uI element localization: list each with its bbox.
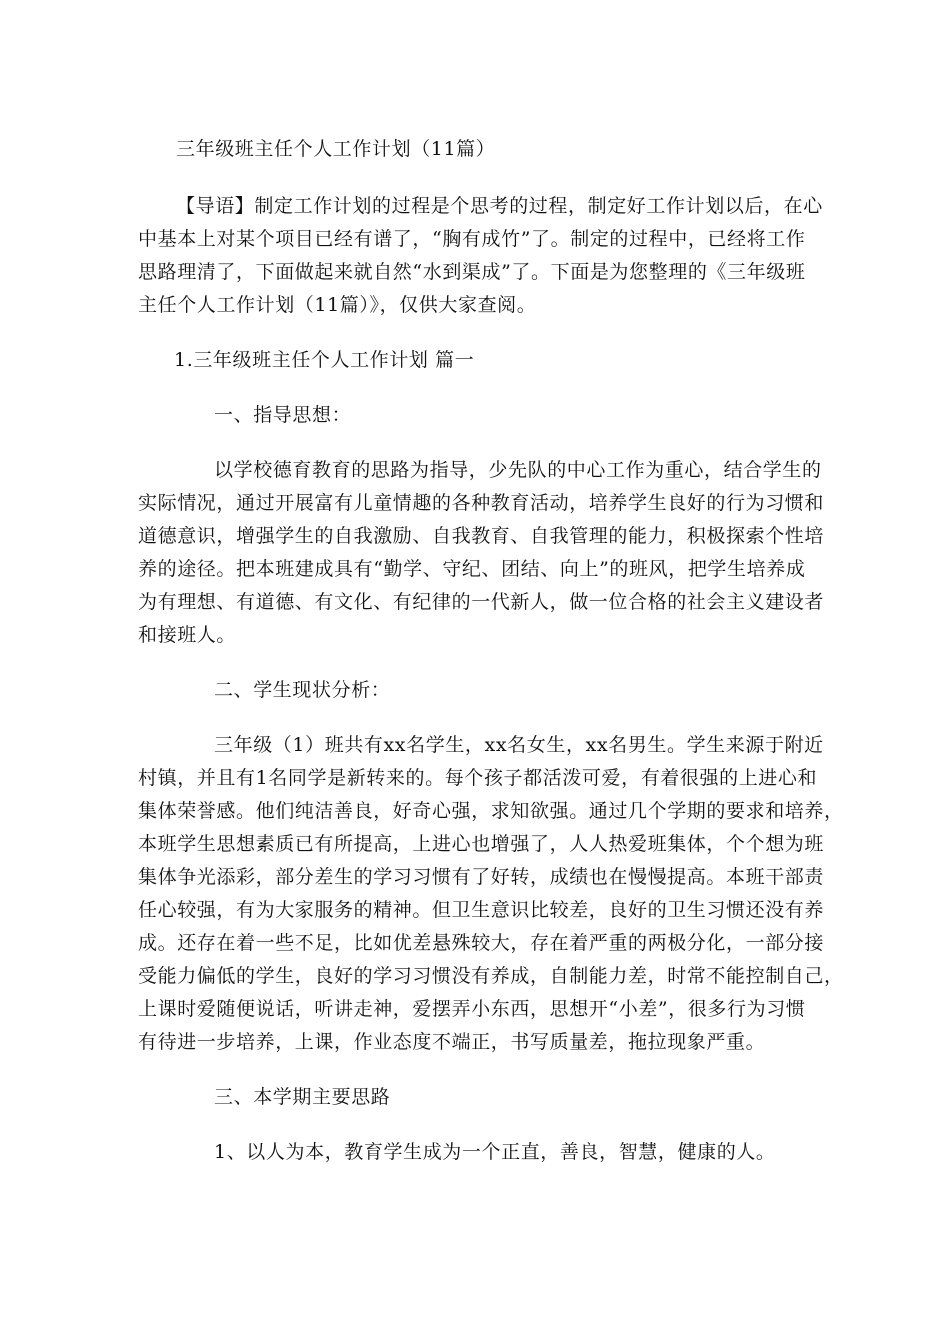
part2-line: 有待进一步培养，上课，作业态度不端正，书写质量差，拖拉现象严重。 <box>138 1031 766 1053</box>
intro-paragraph <box>138 190 823 322</box>
document-title: 三年级班主任个人工作计划（11篇） <box>176 138 496 160</box>
part2-heading: 二、学生现状分析： <box>214 679 391 701</box>
section-heading: 1.三年级班主任个人工作计划 篇一 <box>174 349 475 371</box>
part2-line: 集体荣誉感。他们纯洁善良，好奇心强，求知欲强。通过几个学期的要求和培养， <box>138 800 844 822</box>
intro-line: 思路理清了，下面做起来就自然“水到渠成”了。下面是为您整理的《三年级班 <box>138 261 806 283</box>
part3-item: 1、以人为本，教育学生成为一个正直，善良，智慧，健康的人。 <box>214 1141 776 1163</box>
part2-line: 上课时爱随便说话，听讲走神，爱摆弄小东西，思想开“小差”，很多行为习惯 <box>138 998 806 1020</box>
part2-line: 受能力偏低的学生，良好的学习习惯没有养成，自制能力差，时常不能控制自己， <box>138 965 844 987</box>
part1-paragraph <box>138 454 825 652</box>
part2-paragraph <box>138 729 844 1059</box>
intro-line: 【导语】制定工作计划的过程是个思考的过程，制定好工作计划以后，在心 <box>176 195 823 217</box>
part1-line: 道德意识，增强学生的自我激励、自我教育、自我管理的能力，积极探索个性培 <box>138 525 825 547</box>
part1-line: 养的途径。把本班建成具有“勤学、守纪、团结、向上”的班风，把学生培养成 <box>138 558 806 580</box>
document-content <box>138 133 844 1169</box>
part2-line: 成。还存在着一些不足，比如优差悬殊较大，存在着严重的两极分化，一部分接 <box>138 932 825 954</box>
part1-line: 和接班人。 <box>138 624 237 646</box>
part1-line: 以学校德育教育的思路为指导，少先队的中心工作为重心，结合学生的 <box>214 459 822 481</box>
part2-line: 三年级（1）班共有xx名学生，xx名女生，xx名男生。学生来源于附近 <box>214 734 824 756</box>
intro-line: 主任个人工作计划（11篇）》，仅供大家查阅。 <box>138 294 537 316</box>
part2-line: 本班学生思想素质已有所提高，上进心也增强了，人人热爱班集体，个个想为班 <box>138 833 825 855</box>
part2-line: 村镇，并且有1名同学是新转来的。每个孩子都活泼可爱，有着很强的上进心和 <box>138 767 818 789</box>
part2-line: 集体争光添彩，部分差生的学习习惯有了好转，成绩也在慢慢提高。本班干部责 <box>138 866 825 888</box>
part2-line: 任心较强，有为大家服务的精神。但卫生意识比较差，良好的卫生习惯还没有养 <box>138 899 825 921</box>
part1-line: 为有理想、有道德、有文化、有纪律的一代新人，做一位合格的社会主义建设者 <box>138 591 825 613</box>
part1-heading: 一、指导思想： <box>214 404 352 426</box>
intro-line: 中基本上对某个项目已经有谱了，“胸有成竹”了。制定的过程中，已经将工作 <box>138 228 806 250</box>
part1-line: 实际情况，通过开展富有儿童情趣的各种教育活动，培养学生良好的行为习惯和 <box>138 492 825 514</box>
part3-heading: 三、本学期主要思路 <box>214 1086 391 1108</box>
